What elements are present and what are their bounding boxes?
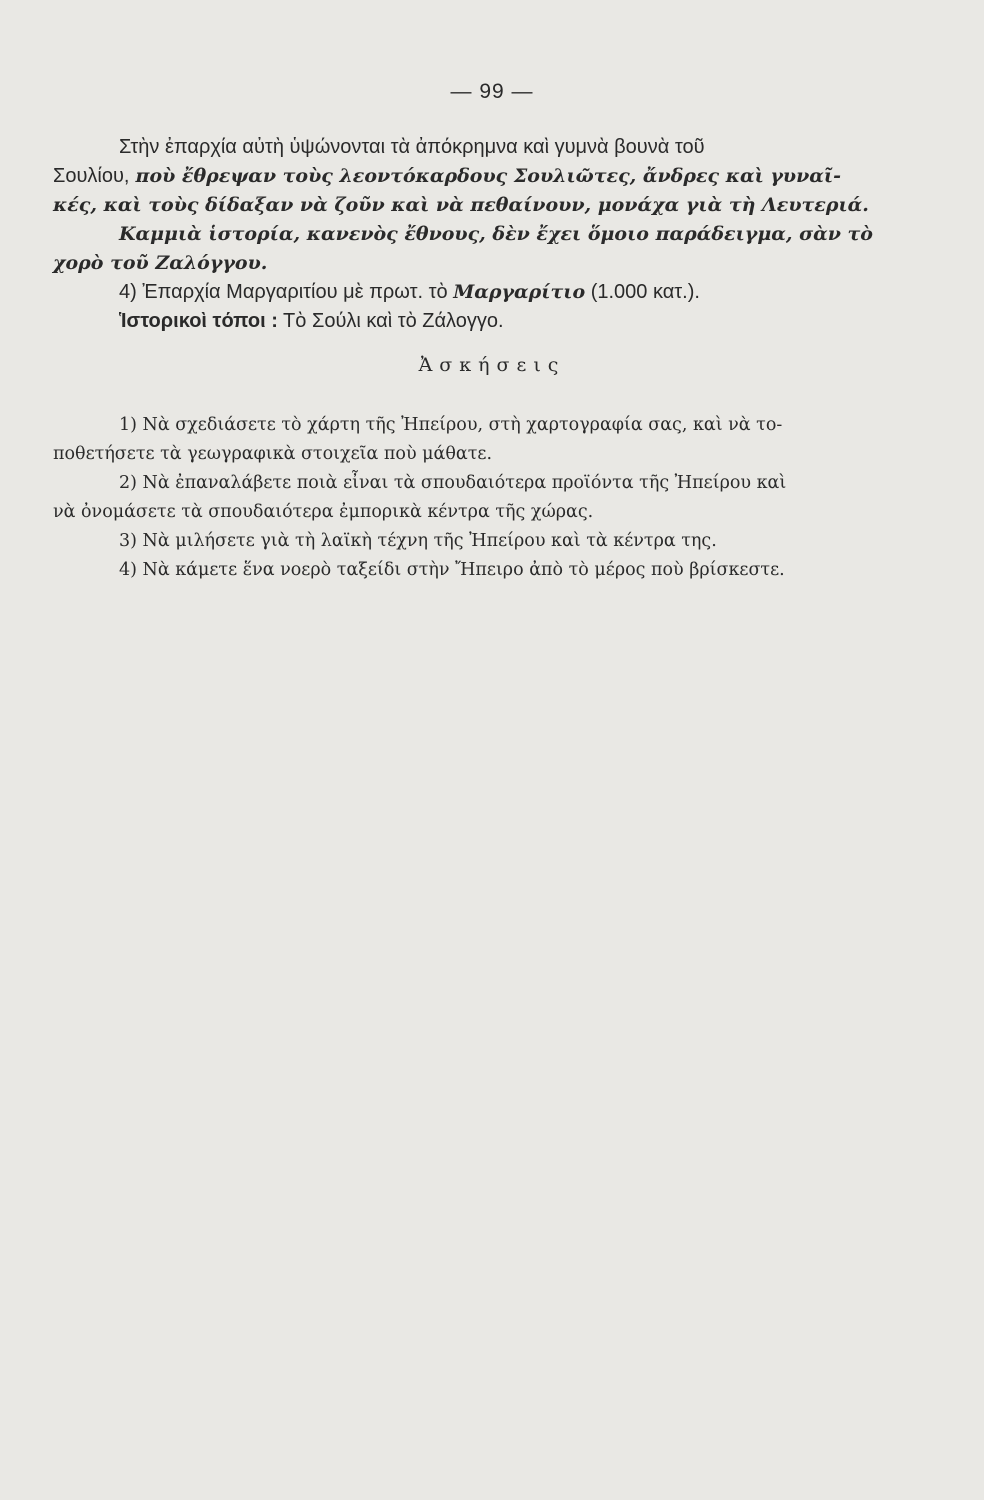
capital-name: Μαργαρίτιο: [453, 281, 586, 303]
text-line: [53, 163, 841, 189]
exercise-line: νὰ ὀνομάσετε τὰ σπουδαιότερα ἐμπορικὰ κέντρα τῆς χώρας.: [53, 502, 594, 522]
province-title: Ἐπαρχία Μαργαριτίου: [142, 281, 338, 303]
page-number: — 99 —: [450, 80, 534, 103]
historic-text: Τὸ Σούλι καὶ τὸ Ζάλογγο.: [277, 310, 504, 332]
province-margaritiou-line: [119, 279, 700, 305]
historic-label: Ἱστορικοὶ τόποι :: [119, 310, 278, 332]
italic-text-line: χορὸ τοῦ Ζαλόγγου.: [53, 252, 268, 274]
text-span: Σουλίου,: [53, 165, 130, 187]
text-span: μὲ πρωτ. τὸ: [337, 281, 454, 303]
italic-text: ποὺ ἔθρεψαν τοὺς λεοντόκαρδους Σουλιῶτες, ἄνδρες καὶ γυναῖ-: [135, 165, 841, 187]
exercise-line: 4) Νὰ κάμετε ἕνα νοερὸ ταξείδι στὴν Ἤπειρο ἀπὸ τὸ μέρος ποὺ βρίσκεστε.: [119, 560, 785, 580]
exercise-line: 2) Νὰ ἐπαναλάβετε ποιὰ εἶναι τὰ σπουδαιότερα προϊόντα τῆς Ἠπείρου καὶ: [119, 473, 787, 493]
italic-text-line: κές, καὶ τοὺς δίδαξαν νὰ ζοῦν καὶ νὰ πεθαίνουν, μονάχα γιὰ τὴ Λευτεριά.: [53, 194, 869, 216]
historic-places-line: [119, 308, 504, 334]
exercises-heading: Ἀσκήσεις: [418, 354, 566, 376]
text-line: Στὴν ἐπαρχία αὐτὴ ὑψώνονται τὰ ἀπόκρημνα καὶ γυμνὰ βουνὰ τοῦ: [119, 136, 705, 158]
italic-text-line: Καμμιὰ ἱστορία, κανενὸς ἔθνους, δὲν ἔχει ὅμοιο παράδειγμα, σὰν τὸ: [119, 223, 873, 245]
item-number: 4): [119, 281, 143, 303]
exercise-line: ποθετήσετε τὰ γεωγραφικὰ στοιχεῖα ποὺ μάθατε.: [53, 444, 493, 464]
exercise-line: 1) Νὰ σχεδιάσετε τὸ χάρτη τῆς Ἠπείρου, στὴ χαρτογραφία σας, καὶ νὰ το-: [119, 415, 783, 435]
text-span: (1.000 κατ.).: [585, 281, 700, 303]
exercise-line: 3) Νὰ μιλήσετε γιὰ τὴ λαϊκὴ τέχνη τῆς Ἠπείρου καὶ τὰ κέντρα της.: [119, 531, 717, 551]
